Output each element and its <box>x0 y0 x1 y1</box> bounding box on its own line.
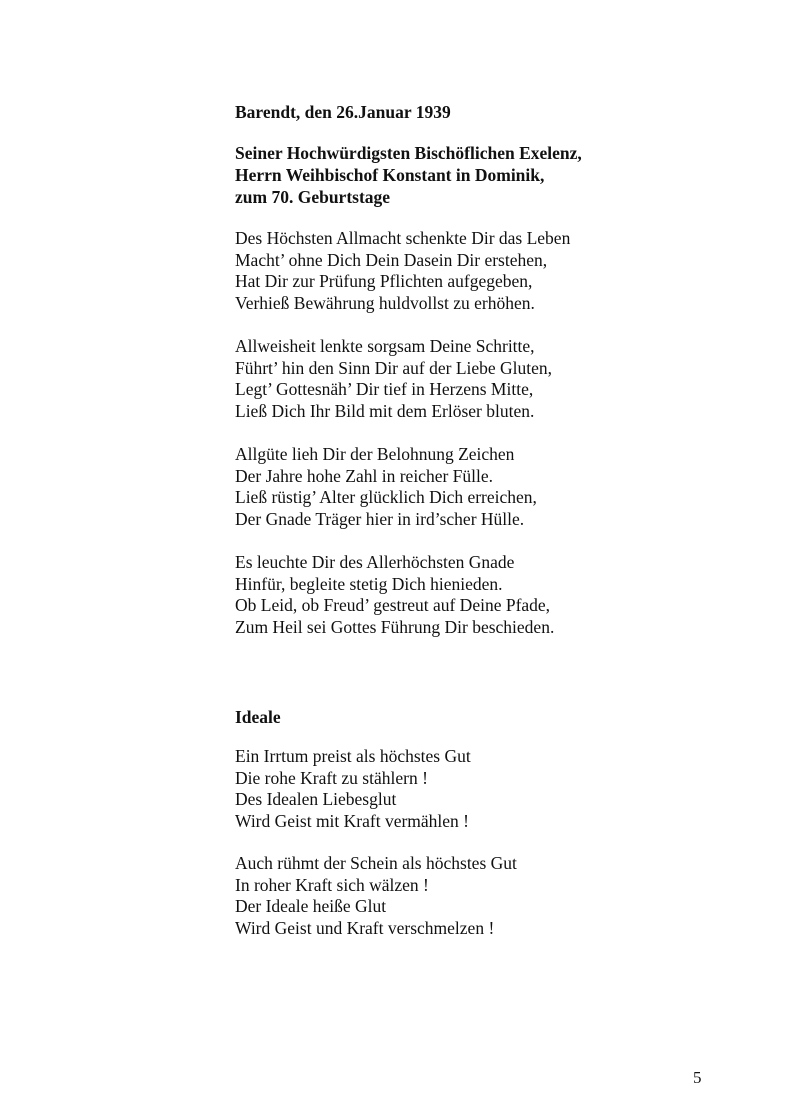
ideale-title: Ideale <box>235 707 281 727</box>
poem-line: Ob Leid, ob Freud’ gestreut auf Deine Pfade, <box>235 595 551 616</box>
poem-line: Allweisheit lenkte sorgsam Deine Schritte, <box>235 336 535 356</box>
poem-line: Hinfür, begleite stetig Dich hienieden. <box>235 573 503 594</box>
dedication-line: Seiner Hochwürdigsten Bischöflichen Exelenz, <box>235 143 582 163</box>
poem-line: Es leuchte Dir des Allerhöchsten Gnade <box>235 552 515 572</box>
dedication-line: zum 70. Geburtstage <box>235 187 391 207</box>
poem-stanza-1 <box>235 228 570 315</box>
poem-line: Allgüte lieh Dir der Belohnung Zeichen <box>235 444 515 464</box>
poem-line: Der Gnade Träger hier in ird’scher Hülle. <box>235 509 525 530</box>
poem-line: Wird Geist mit Kraft vermählen ! <box>235 811 470 832</box>
poem-line: Zum Heil sei Gottes Führung Dir beschieden. <box>235 617 555 638</box>
poem-line: Führt’ hin den Sinn Dir auf der Liebe Gluten, <box>235 357 553 378</box>
dedication-heading <box>235 142 582 208</box>
poem-line: Ließ Dich Ihr Bild mit dem Erlöser bluten. <box>235 401 535 422</box>
poem-line: Der Ideale heiße Glut <box>235 896 387 917</box>
poem-line: In roher Kraft sich wälzen ! <box>235 874 429 895</box>
poem-line: Hat Dir zur Prüfung Pflichten aufgegeben, <box>235 271 533 292</box>
poem-line: Wird Geist und Kraft verschmelzen ! <box>235 918 495 939</box>
poem-line: Verhieß Bewährung huldvollst zu erhöhen. <box>235 293 535 314</box>
dedication-line: Herrn Weihbischof Konstant in Dominik, <box>235 165 545 185</box>
poem-line: Auch rühmt der Schein als höchstes Gut <box>235 853 517 873</box>
date-line: Barendt, den 26.Januar 1939 <box>235 102 451 122</box>
poem-line: Der Jahre hohe Zahl in reicher Fülle. <box>235 465 494 486</box>
poem-stanza-3 <box>235 444 537 531</box>
poem-stanza-2 <box>235 336 552 423</box>
poem-line: Ließ rüstig’ Alter glücklich Dich erreichen, <box>235 487 537 508</box>
poem-line: Des Höchsten Allmacht schenkte Dir das Leben <box>235 228 571 248</box>
poem-line: Macht’ ohne Dich Dein Dasein Dir erstehen, <box>235 249 548 270</box>
poem-stanza-4 <box>235 552 554 639</box>
poem-line: Des Idealen Liebesglut <box>235 789 397 810</box>
page-number: 5 <box>693 1068 702 1087</box>
poem-line: Ein Irrtum preist als höchstes Gut <box>235 746 471 766</box>
ideale-stanza-2 <box>235 853 517 940</box>
ideale-stanza-1 <box>235 746 471 833</box>
poem-line: Legt’ Gottesnäh’ Dir tief in Herzens Mitte, <box>235 379 534 400</box>
poem-line: Die rohe Kraft zu stählern ! <box>235 767 428 788</box>
